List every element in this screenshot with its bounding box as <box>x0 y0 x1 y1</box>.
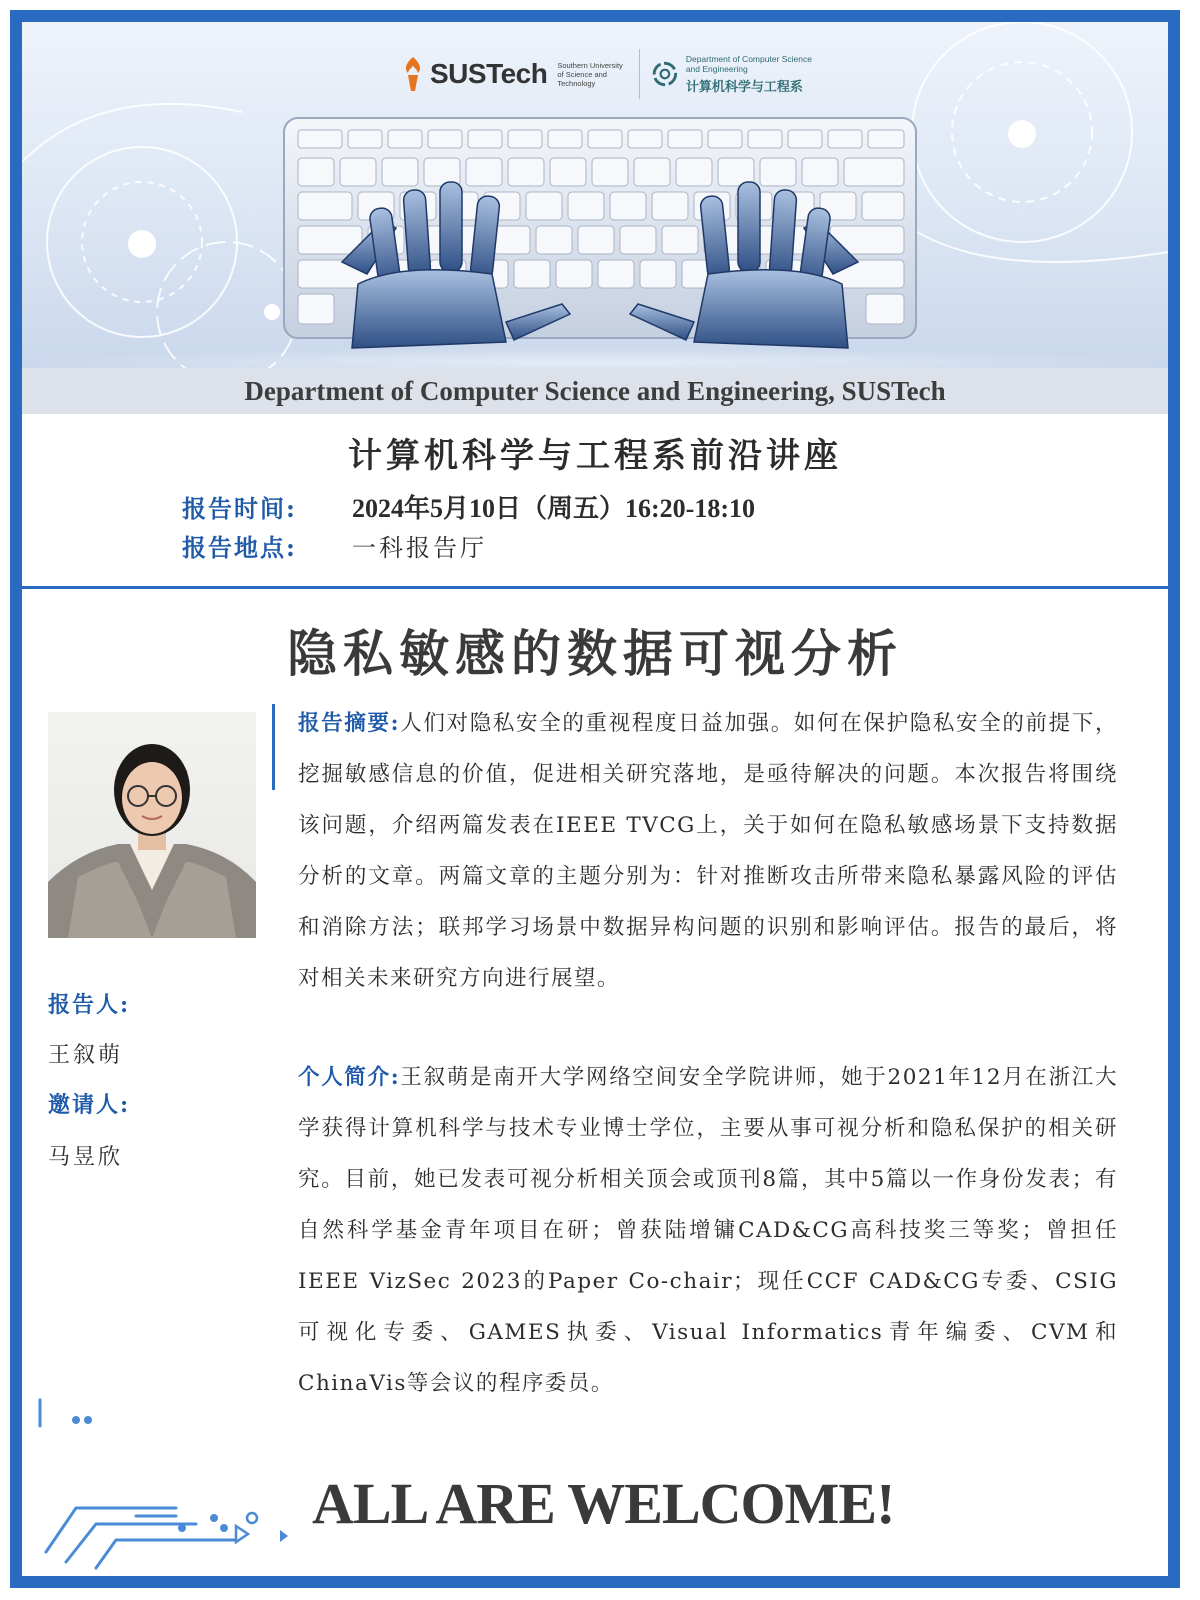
place-value: 一科报告厅 <box>352 534 487 562</box>
abstract-text: 人们对隐私安全的重视程度日益加强。如何在保护隐私安全的前提下，挖掘敏感信息的价值，促进相关研究落地，是亟待解决的问题。本次报告将围绕该问题，介绍两篇发表在IEEE TVCG上，关于如何在隐私敏感场景下支持数据分析的文章。两篇文章的主题分别为：针对推断攻击所带来隐私暴露风险的评估和消除方法；联邦学习场景中数据异构问题的识别和影响评估。报告的最后，将对相关未来研究方向进行展望。 <box>298 711 1118 991</box>
dept-logo <box>652 54 822 95</box>
sustech-wordmark: SUSTech <box>430 58 548 89</box>
sustech-subtitle: Southern University of Science and Technology <box>557 60 623 88</box>
speaker-label: 报告人: <box>48 992 131 1018</box>
sustech-logo <box>402 57 627 91</box>
bio-label: 个人简介: <box>298 1065 401 1090</box>
bio-block <box>298 1052 1118 1409</box>
logo-divider <box>639 49 640 99</box>
series-title: 计算机科学与工程系前沿讲座 <box>348 436 842 476</box>
inviter-name: 马昱欣 <box>48 1145 124 1170</box>
abstract-label: 报告摘要: <box>298 711 401 736</box>
dept-name-en: Department of Computer Science and Engineering <box>685 53 812 74</box>
dept-name-cn: 计算机科学与工程系 <box>685 79 803 95</box>
dept-strip <box>22 368 1168 414</box>
inviter-label: 邀请人: <box>48 1092 131 1118</box>
place-label: 报告地点: <box>182 533 297 562</box>
time-label: 报告时间: <box>182 494 297 523</box>
poster <box>10 10 1180 1588</box>
dept-emblem-icon <box>652 56 678 92</box>
talk-title: 隐私敏感的数据可视分析 <box>287 624 903 683</box>
dept-strip-text: Department of Computer Science and Engineering, SUSTech <box>244 375 946 406</box>
speaker-photo <box>48 712 256 938</box>
time-row <box>182 488 755 525</box>
time-value: 2024年5月10日（周五）16:20-18:10 <box>352 494 755 523</box>
speaker-name: 王叙萌 <box>48 1043 124 1068</box>
speaker-portrait <box>48 712 256 938</box>
welcome-banner: ALL ARE WELCOME! <box>312 1471 895 1536</box>
header-banner <box>22 22 1168 378</box>
circuit-decoration <box>36 1392 316 1572</box>
abstract-block <box>298 698 1118 1004</box>
section-divider <box>22 586 1168 589</box>
abstract-accent-bar <box>272 704 275 790</box>
place-row <box>182 528 487 563</box>
torch-icon <box>402 57 424 91</box>
logo-bar <box>402 44 822 104</box>
bio-text: 王叙萌是南开大学网络空间安全学院讲师，她于2021年12月在浙江大学获得计算机科学与技术专业博士学位，主要从事可视分析和隐私保护的相关研究。目前，她已发表可视分析相关顶会或顶刊8篇，其中5篇以一作身份发表；有自然科学基金青年项目在研；曾获陆增镛CAD&CG高科技奖三等奖；曾担任IEEE VizSec 2023的Paper Co-chair；现任CCF CAD&CG专委、CSIG可视化专委、GAMES执委、Visual Informatics青年编委、CVM和ChinaVis等会议的程序委员。 <box>298 1065 1119 1396</box>
